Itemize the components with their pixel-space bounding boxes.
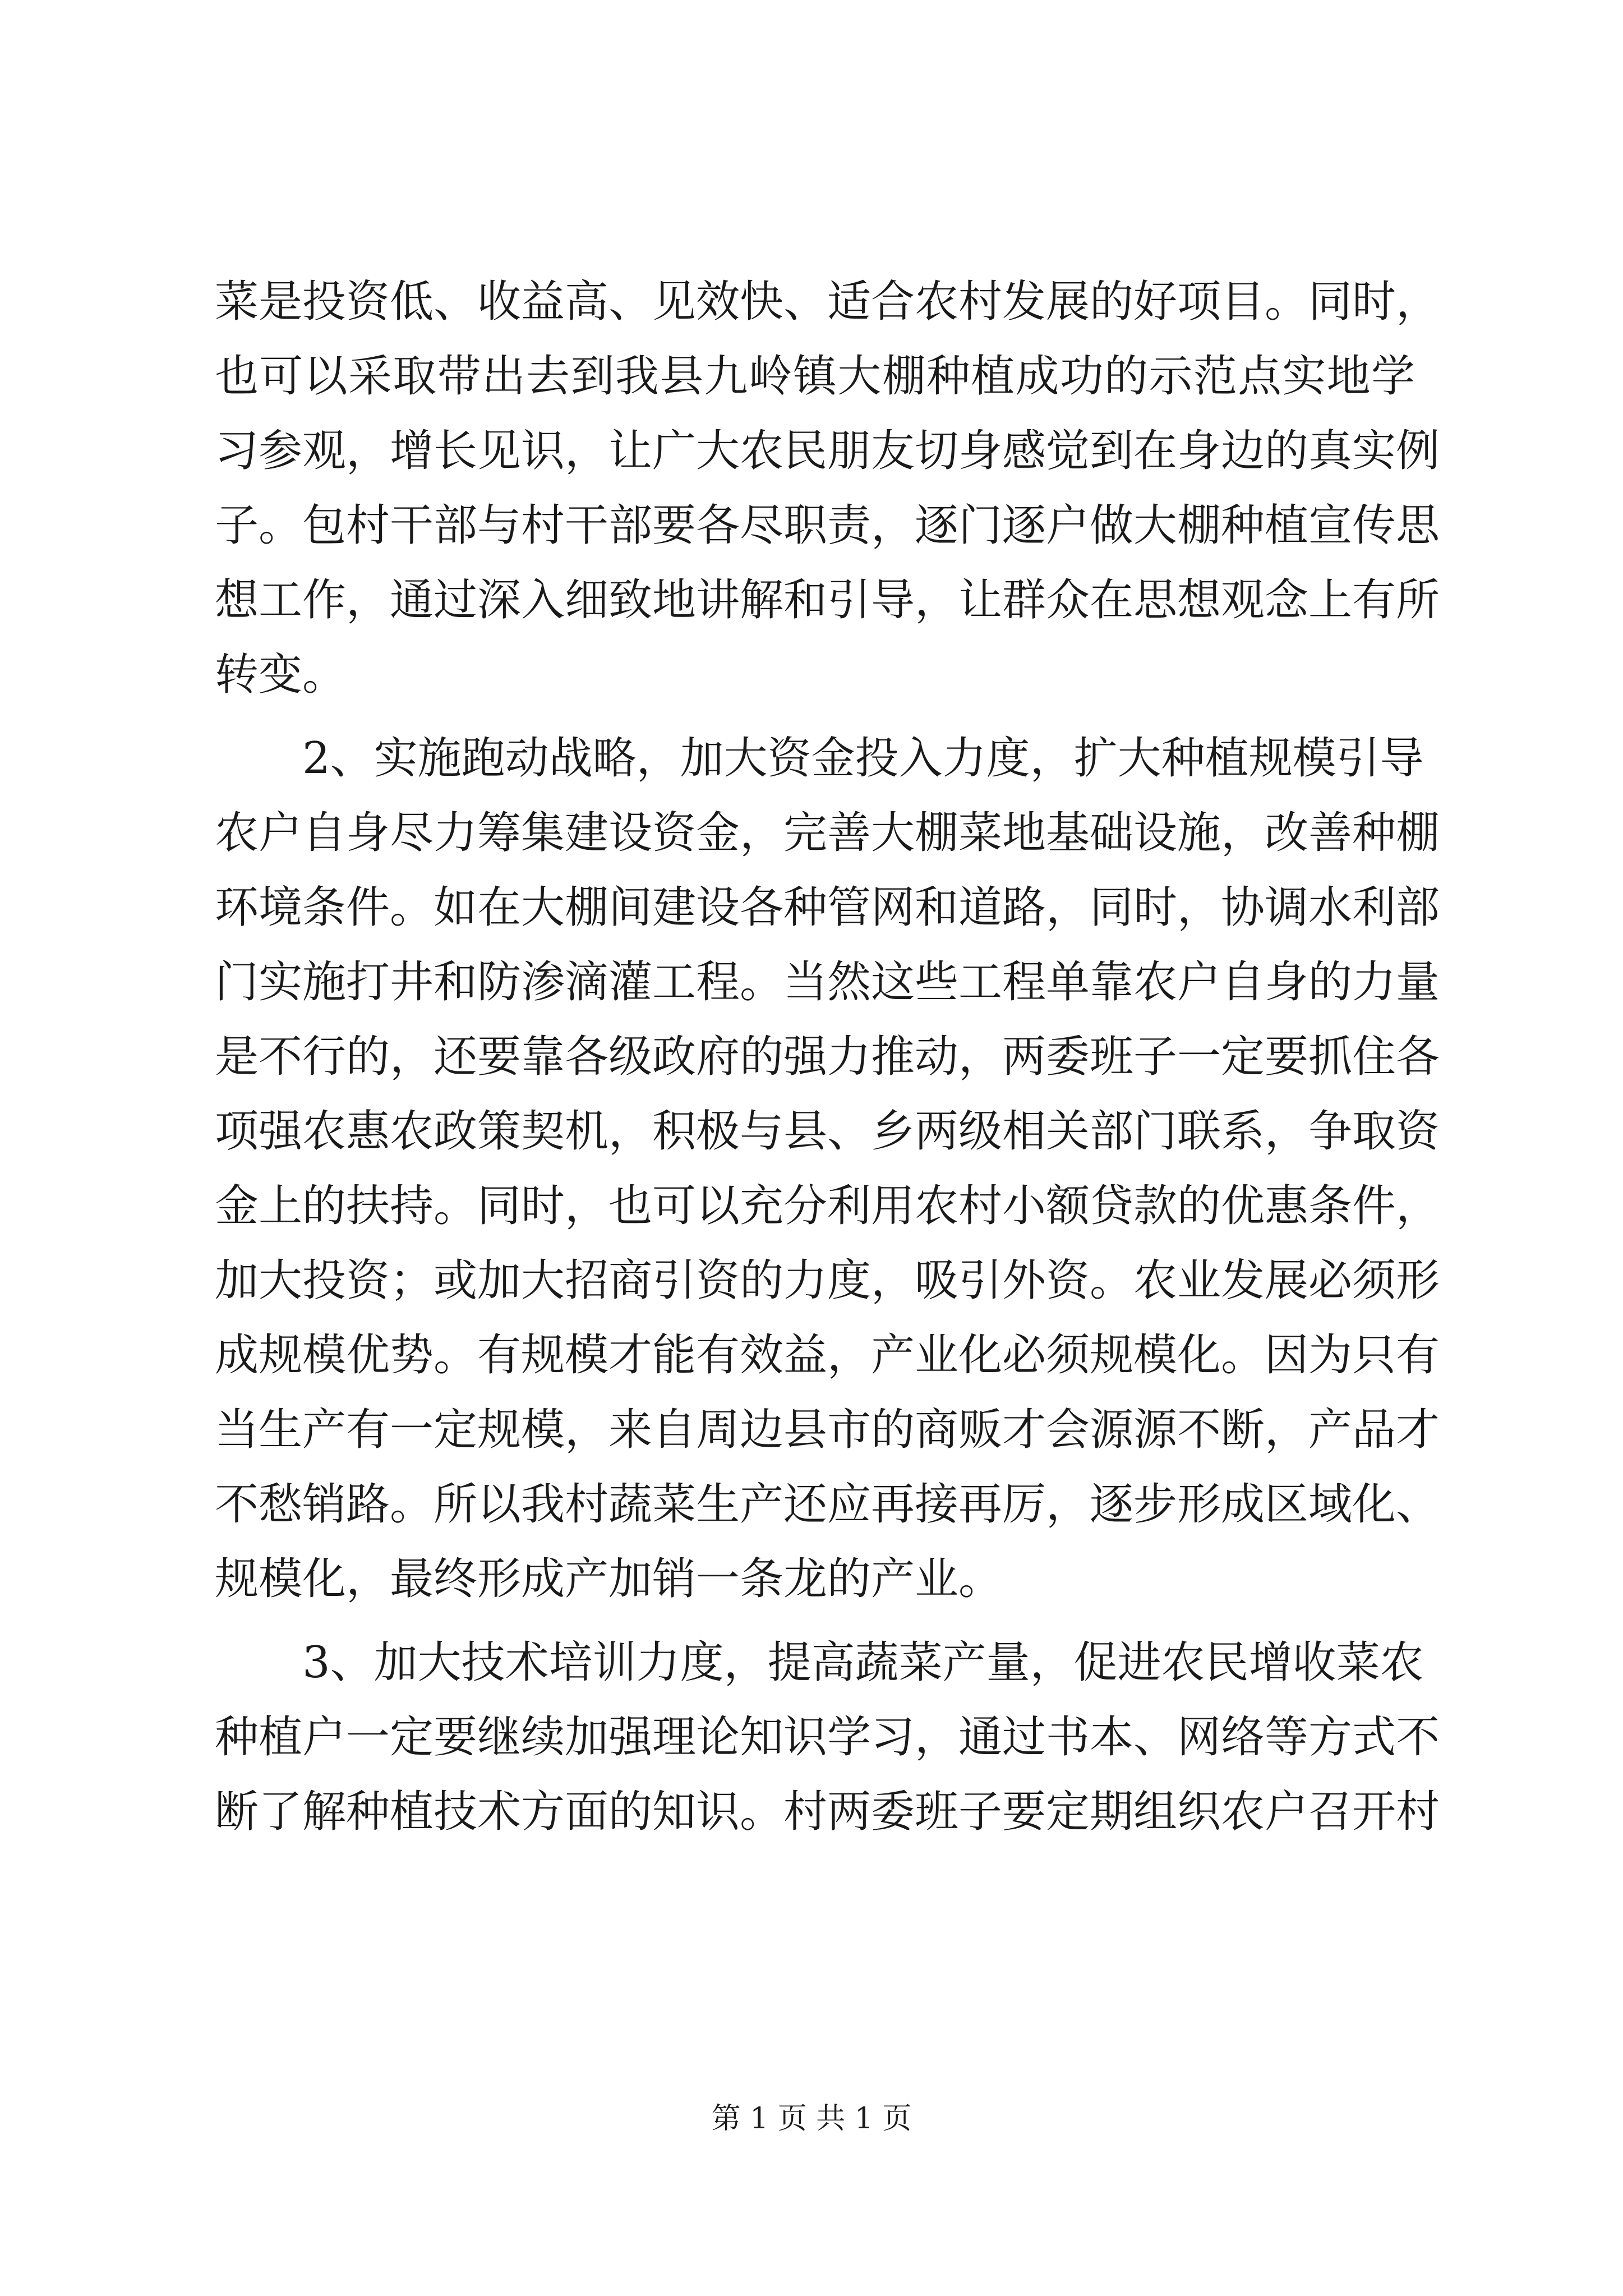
paragraph-start-line: 3、加大技术培训力度，提高蔬菜产量，促进农民增收菜农 <box>302 1637 1424 1688</box>
text-line: 习参观，增长见识，让广大农民朋友切身感觉到在身边的真实例 <box>215 426 1440 476</box>
document-body <box>215 265 1440 1849</box>
text-line: 种植户一定要继续加强理论知识学习，通过书本、网络等方式不 <box>215 1712 1440 1763</box>
text-line: 农户自身尽力筹集建设资金，完善大棚菜地基础设施，改善种棚 <box>215 808 1440 858</box>
text-line: 环境条件。如在大棚间建设各种管网和道路，同时，协调水利部 <box>215 882 1440 933</box>
text-line: 子。包村干部与村干部要各尽职责，逐门逐户做大棚种植宣传思 <box>215 500 1440 551</box>
text-line: 成规模优势。有规模才能有效益，产业化必须规模化。因为只有 <box>215 1330 1440 1381</box>
text-line: 断了解种植技术方面的知识。村两委班子要定期组织农户召开村 <box>215 1787 1440 1837</box>
text-line: 门实施打井和防渗滴灌工程。当然这些工程单靠农户自身的力量 <box>215 957 1440 1007</box>
text-line: 菜是投资低、收益高、见效快、适合农村发展的好项目。同时， <box>215 277 1440 327</box>
text-line: 转变。 <box>215 650 347 700</box>
page-footer: 第 1 页 共 1 页 <box>711 2102 912 2136</box>
text-line: 想工作，通过深入细致地讲解和引导，让群众在思想观念上有所 <box>215 575 1440 625</box>
text-line: 项强农惠农政策契机，积极与县、乡两级相关部门联系，争取资 <box>215 1106 1440 1157</box>
text-line: 金上的扶持。同时，也可以充分利用农村小额贷款的优惠条件， <box>215 1181 1440 1231</box>
text-line: 加大投资；或加大招商引资的力度，吸引外资。农业发展必须形 <box>215 1255 1440 1306</box>
text-line: 不愁销路。所以我村蔬菜生产还应再接再厉，逐步形成区域化、 <box>215 1479 1440 1530</box>
text-line: 规模化，最终形成产加销一条龙的产业。 <box>215 1554 1003 1604</box>
text-line: 当生产有一定规模，来自周边县市的商贩才会源源不断，产品才 <box>215 1405 1440 1455</box>
text-line: 是不行的，还要靠各级政府的强力推动，两委班子一定要抓住各 <box>215 1032 1440 1082</box>
paragraph-start-line: 2、实施跑动战略，加大资金投入力度，扩大种植规模引导 <box>302 733 1424 784</box>
text-line: 也可以采取带出去到我县九岭镇大棚种植成功的示范点实地学 <box>215 351 1415 402</box>
